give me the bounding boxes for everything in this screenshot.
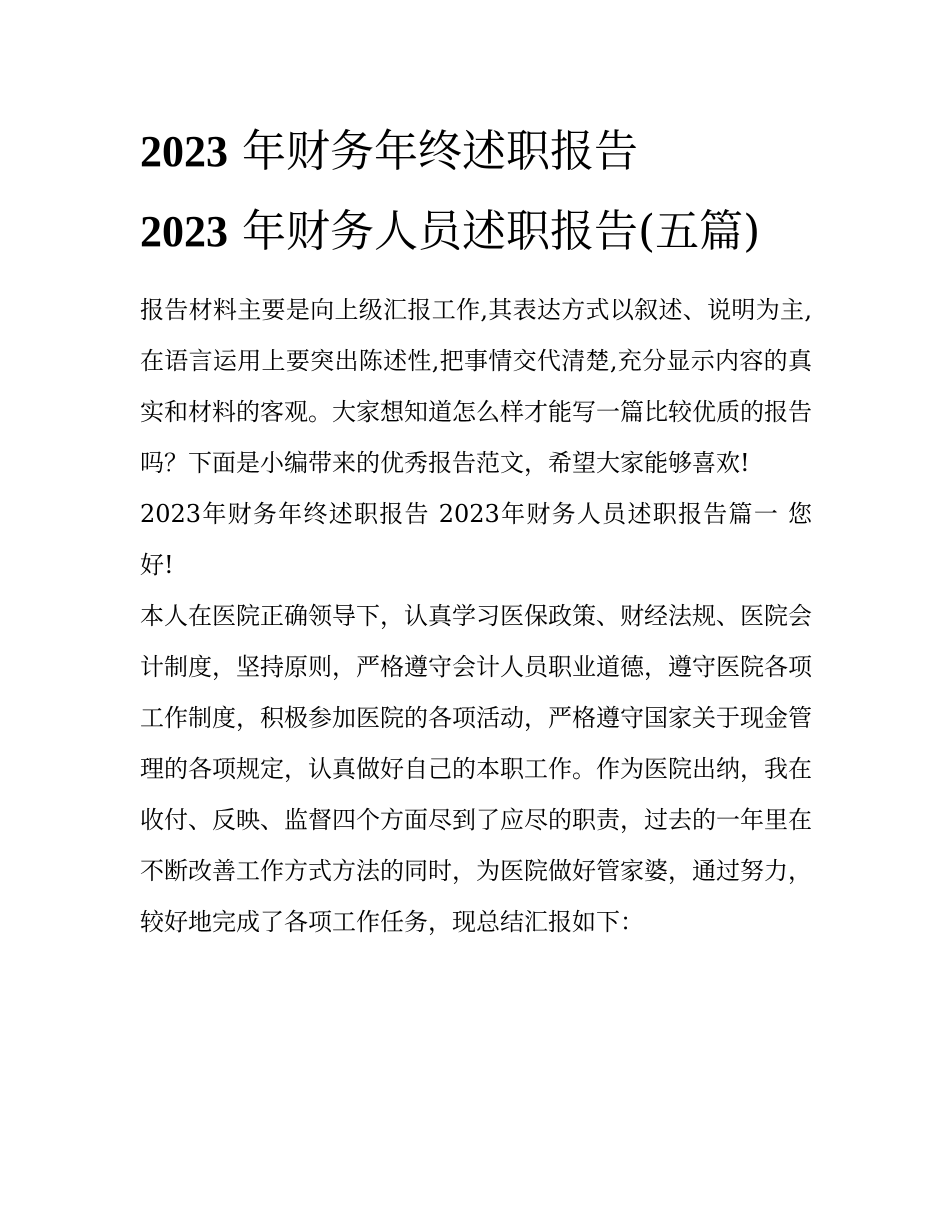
document-title bbox=[140, 112, 812, 272]
report-body-paragraph: 本人在医院正确领导下，认真学习医保政策、财经法规、医院会计制度，坚持原则，严格遵守会计人员职业道德，遵守医院各项工作制度，积极参加医院的各项活动，严格遵守国家关于现金管理的各项规定，认真做好自己的本职工作。作为医院出纳，我在收付、反映、监督四个方面尽到了应尽的职责，过去的一年里在不断改善工作方式方法的同时，为医院做好管家婆，通过努力，较好地完成了各项工作任务，现总结汇报如下： bbox=[140, 602, 812, 936]
title-line-2-year: 2023 bbox=[140, 207, 228, 256]
section-heading-paragraph: 2023年财务年终述职报告 2023年财务人员述职报告篇一 您好! bbox=[140, 500, 812, 579]
title-line-1-year: 2023 bbox=[140, 127, 228, 176]
title-line-2-text: 年财务人员述职报告(五篇) bbox=[242, 206, 761, 257]
intro-paragraph: 报告材料主要是向上级汇报工作,其表达方式以叙述、说明为主,在语言运用上要突出陈述性,把事情交代清楚,充分显示内容的真实和材料的客观。大家想知道怎么样才能写一篇比较优质的报告吗？下面是小编带来的优秀报告范文，希望大家能够喜欢! bbox=[140, 296, 812, 477]
document-page bbox=[140, 112, 812, 948]
title-line-2 bbox=[140, 192, 812, 272]
title-line-1 bbox=[140, 112, 812, 192]
title-line-1-text: 年财务年终述职报告 bbox=[242, 126, 638, 177]
document-body bbox=[140, 285, 812, 948]
